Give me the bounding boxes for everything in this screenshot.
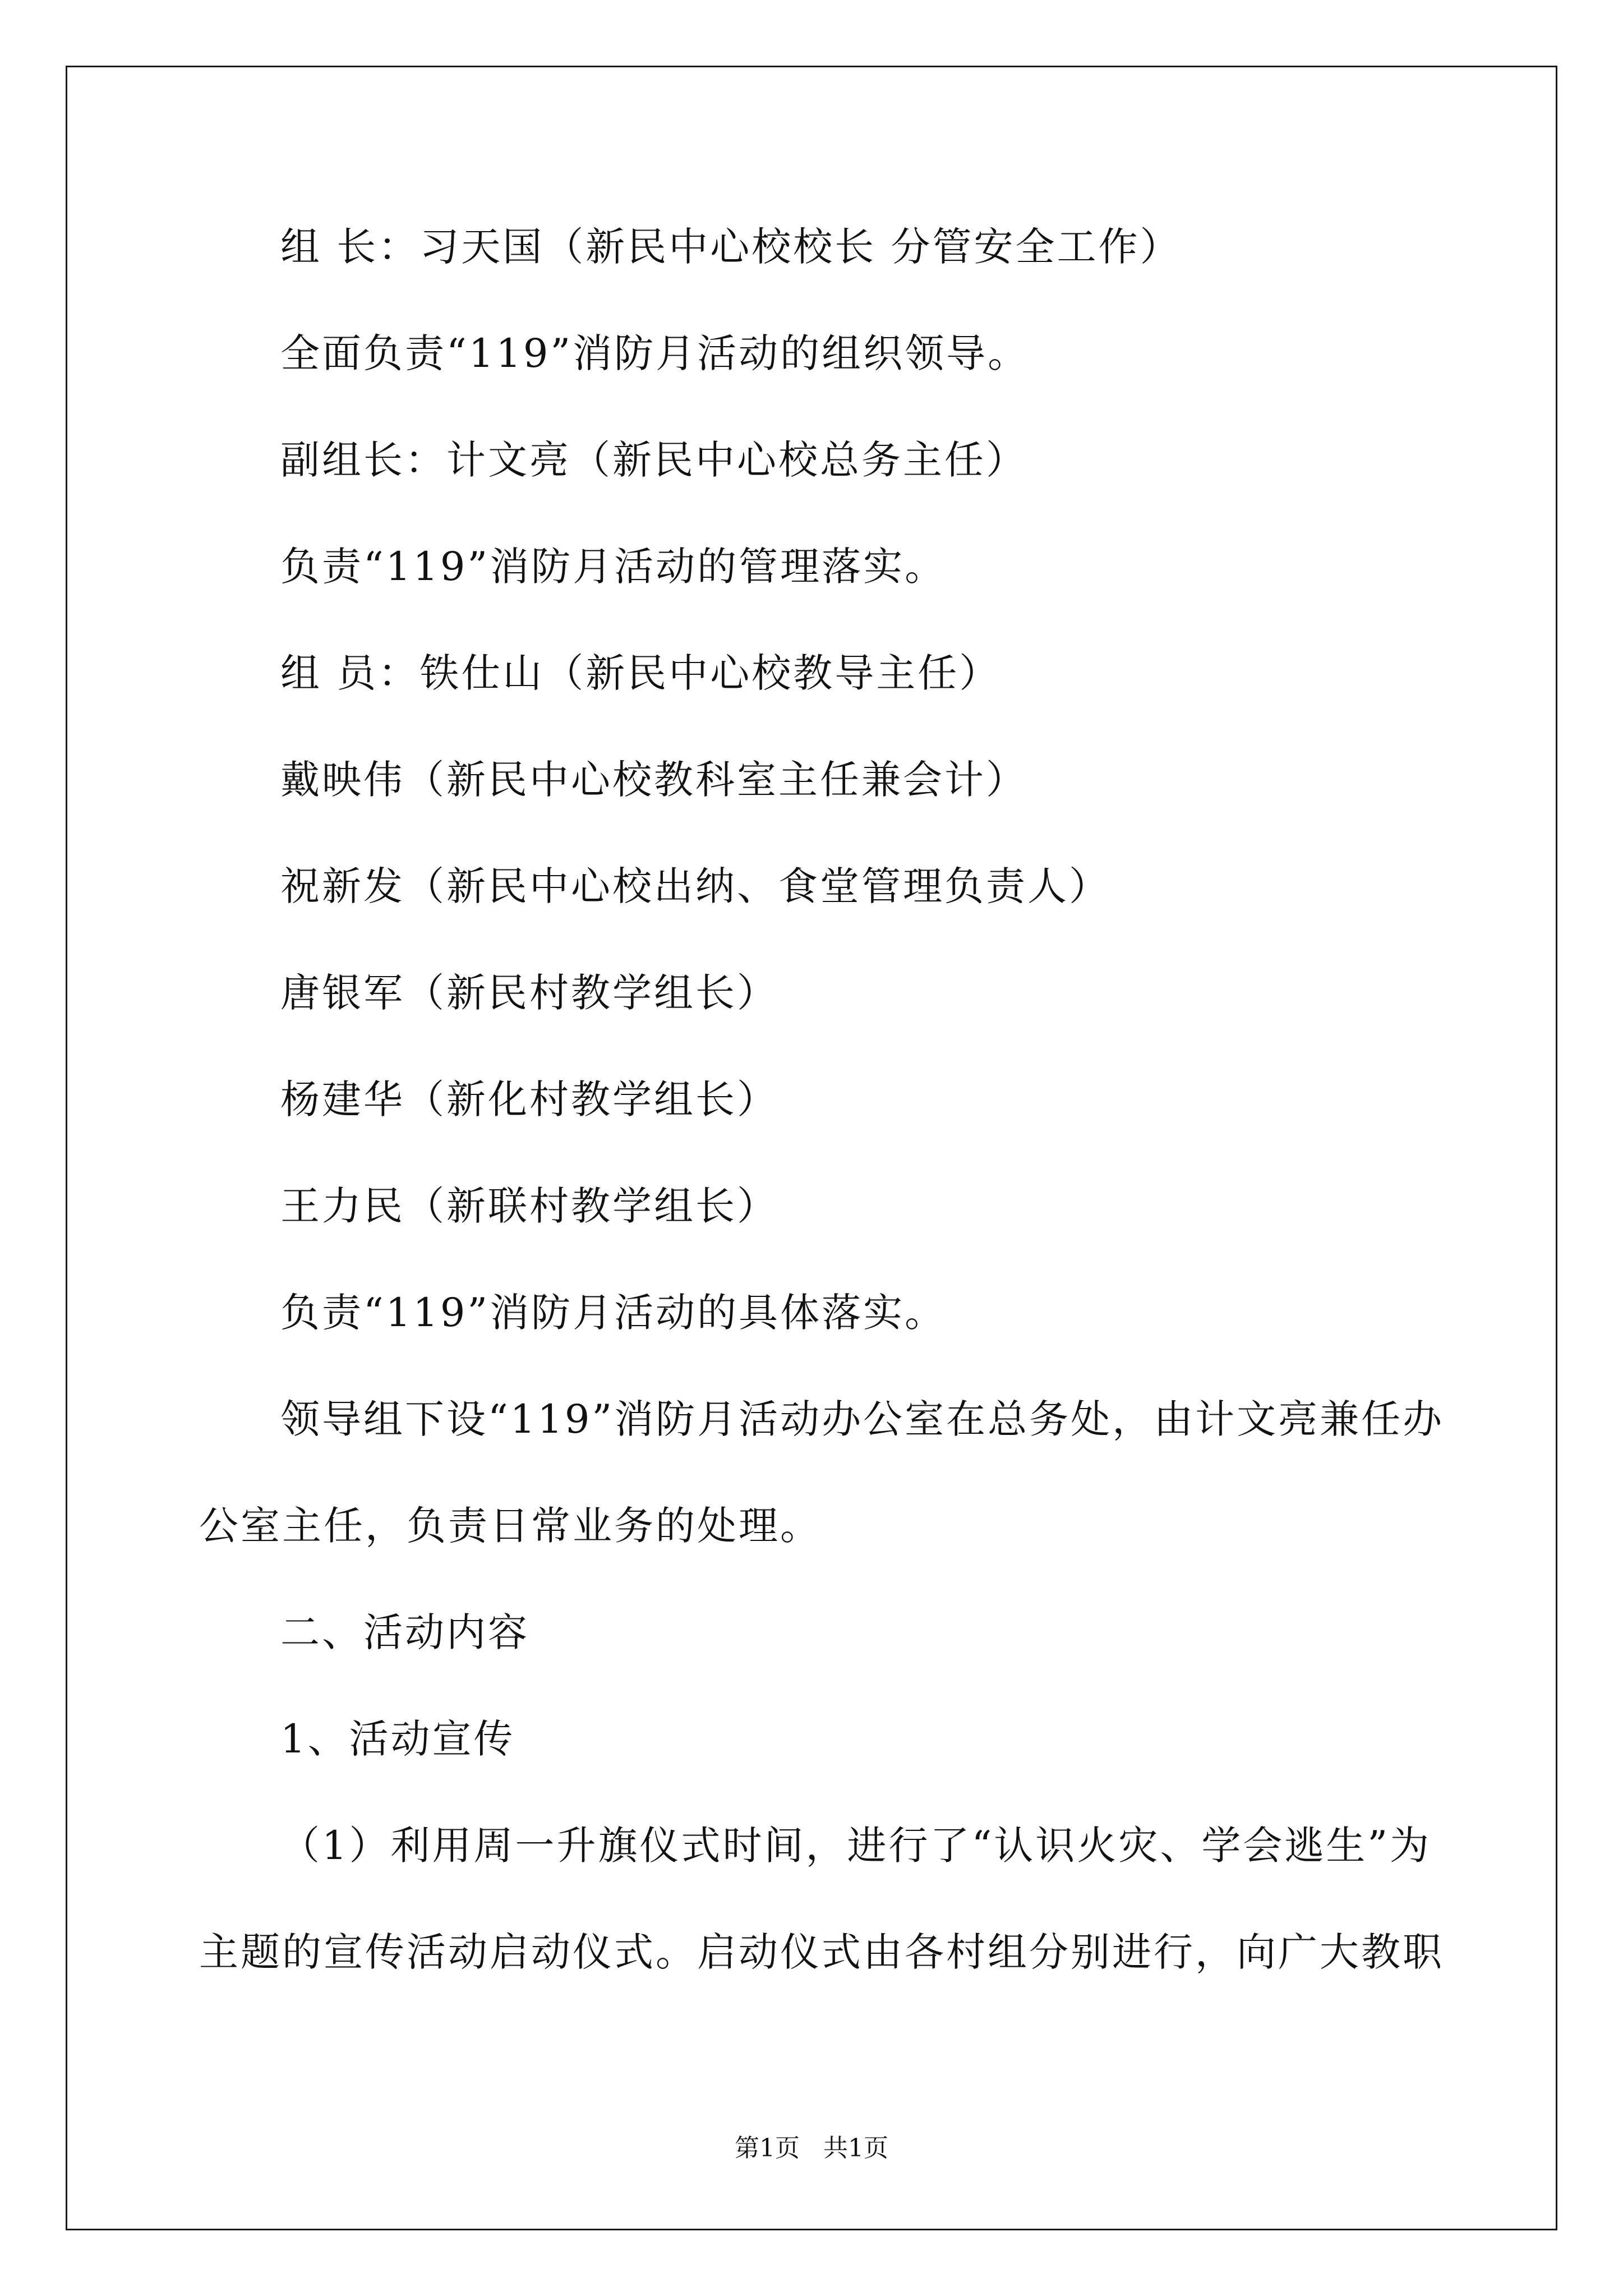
- text-line: 公室主任，负责日常业务的处理。: [199, 1503, 822, 1549]
- text-line: 戴映伟（新民中心校教科室主任兼会计）: [280, 757, 1027, 803]
- text-line: 负责“119”消防月活动的管理落实。: [280, 544, 947, 590]
- text-line: 主题的宣传活动启动仪式。启动仪式由各村组分别进行，向广大教职: [199, 1929, 1444, 1975]
- text-line: 全面负责“119”消防月活动的组织领导。: [280, 330, 1030, 376]
- text-line: 副组长：计文亮（新民中心校总务主任）: [280, 437, 1027, 483]
- text-line: 唐银军（新民村教学组长）: [280, 970, 778, 1016]
- text-line: 组 长：习天国（新民中心校校长 分管安全工作）: [280, 224, 1182, 270]
- text-line: 组 员：铁仕山（新民中心校教导主任）: [280, 650, 1001, 696]
- page-border: [66, 66, 1557, 2230]
- text-line: 祝新发（新民中心校出纳、食堂管理负责人）: [280, 863, 1110, 909]
- text-line: 杨建华（新化村教学组长）: [280, 1076, 778, 1122]
- text-line: 领导组下设“119”消防月活动办公室在总务处，由计文亮兼任办: [280, 1396, 1445, 1442]
- text-line: （1）利用周一升旗仪式时间，进行了“认识火灾、学会逃生”为: [280, 1823, 1432, 1869]
- text-line: 负责“119”消防月活动的具体落实。: [280, 1290, 947, 1336]
- page-footer: 第1页 共1页: [735, 2134, 888, 2162]
- section-heading: 二、活动内容: [280, 1609, 529, 1655]
- subsection-heading: 1、活动宣传: [280, 1716, 515, 1762]
- text-line: 王力民（新联村教学组长）: [280, 1183, 778, 1229]
